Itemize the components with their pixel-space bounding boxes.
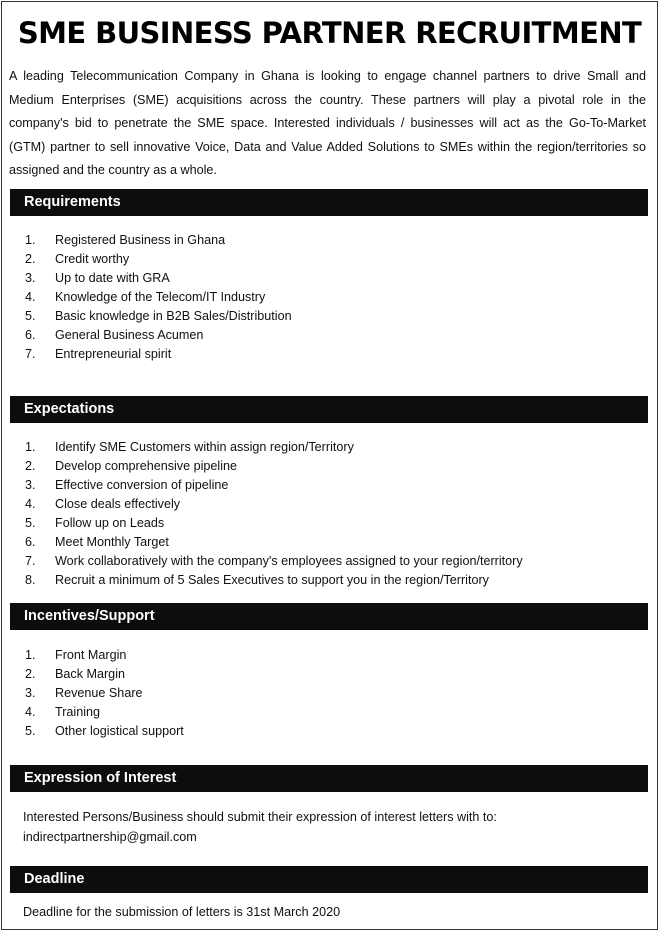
list-number: 5. — [25, 516, 36, 530]
list-item — [25, 646, 184, 665]
list-item — [25, 250, 292, 269]
list-item — [25, 722, 184, 741]
list-text: Other logistical support — [55, 724, 184, 738]
intro-paragraph: A leading Telecommunication Company in Ghana is looking to engage channel partners to drive Small and Medium Enterprises (SME) acquisitions across the country. These partners will play a pivotal role in the company's bid to penetrate the SME space. Interested individuals / businesses will act as the Go-To-Market (GTM) partner to sell innovative Voice, Data and Value Added Solutions to SMEs within the region/territories so assigned and the country as a whole. — [9, 69, 646, 177]
list-number: 4. — [25, 705, 36, 719]
list-number: 2. — [25, 252, 36, 266]
requirements-heading: Requirements — [10, 189, 648, 216]
list-item — [25, 438, 523, 457]
list-number: 5. — [25, 724, 36, 738]
list-text: Front Margin — [55, 648, 127, 662]
list-item — [25, 476, 523, 495]
list-number: 5. — [25, 309, 36, 323]
list-number: 8. — [25, 573, 36, 587]
list-item — [25, 571, 523, 590]
list-text: Credit worthy — [55, 252, 130, 266]
list-text: Training — [55, 705, 101, 719]
list-item — [25, 231, 292, 250]
list-number: 1. — [25, 440, 36, 454]
list-item — [25, 684, 184, 703]
list-number: 7. — [25, 347, 36, 361]
list-text: Up to date with GRA — [55, 271, 170, 285]
list-number: 4. — [25, 290, 36, 304]
incentives-list — [25, 646, 184, 741]
list-item — [25, 345, 292, 364]
requirements-list — [25, 231, 292, 364]
list-text: Develop comprehensive pipeline — [55, 459, 238, 473]
list-text: Recruit a minimum of 5 Sales Executives to support you in the region/Territory — [55, 573, 489, 587]
list-number: 7. — [25, 554, 36, 568]
list-item — [25, 533, 523, 552]
list-number: 3. — [25, 686, 36, 700]
list-item — [25, 307, 292, 326]
list-text: Back Margin — [55, 667, 125, 681]
page-title: SME BUSINESS PARTNER RECRUITMENT — [17, 16, 642, 50]
list-item — [25, 514, 523, 533]
expectations-list — [25, 438, 523, 590]
list-number: 1. — [25, 233, 36, 247]
deadline-heading: Deadline — [10, 866, 648, 893]
list-item — [25, 552, 523, 571]
expectations-heading: Expectations — [10, 396, 648, 423]
list-number: 6. — [25, 328, 36, 342]
list-item — [25, 457, 523, 476]
list-number: 3. — [25, 271, 36, 285]
list-item — [25, 269, 292, 288]
list-text: Entrepreneurial spirit — [55, 347, 172, 361]
list-text: Basic knowledge in B2B Sales/Distribution — [55, 309, 292, 323]
deadline-text: Deadline for the submission of letters is 31st March 2020 — [23, 905, 341, 919]
list-text: Follow up on Leads — [55, 516, 165, 530]
list-text: Work collaboratively with the company's employees assigned to your region/territory — [55, 554, 523, 568]
list-number: 3. — [25, 478, 36, 492]
list-text: General Business Acumen — [55, 328, 204, 342]
expression-text: Interested Persons/Business should submit their expression of interest letters with to: — [23, 810, 497, 824]
list-number: 6. — [25, 535, 36, 549]
list-text: Close deals effectively — [55, 497, 181, 511]
expression-heading: Expression of Interest — [10, 765, 648, 792]
list-text: Effective conversion of pipeline — [55, 478, 229, 492]
contact-email: indirectpartnership@gmail.com — [23, 830, 197, 844]
list-text: Identify SME Customers within assign region/Territory — [55, 440, 354, 454]
list-number: 1. — [25, 648, 36, 662]
list-number: 2. — [25, 667, 36, 681]
list-item — [25, 326, 292, 345]
list-item — [25, 495, 523, 514]
list-item — [25, 288, 292, 307]
expression-paragraph — [23, 807, 497, 847]
list-text: Revenue Share — [55, 686, 143, 700]
list-item — [25, 665, 184, 684]
list-text: Meet Monthly Target — [55, 535, 169, 549]
incentives-heading: Incentives/Support — [10, 603, 648, 630]
list-number: 4. — [25, 497, 36, 511]
list-text: Registered Business in Ghana — [55, 233, 226, 247]
advert-page — [1, 1, 658, 930]
list-item — [25, 703, 184, 722]
list-text: Knowledge of the Telecom/IT Industry — [55, 290, 266, 304]
list-number: 2. — [25, 459, 36, 473]
